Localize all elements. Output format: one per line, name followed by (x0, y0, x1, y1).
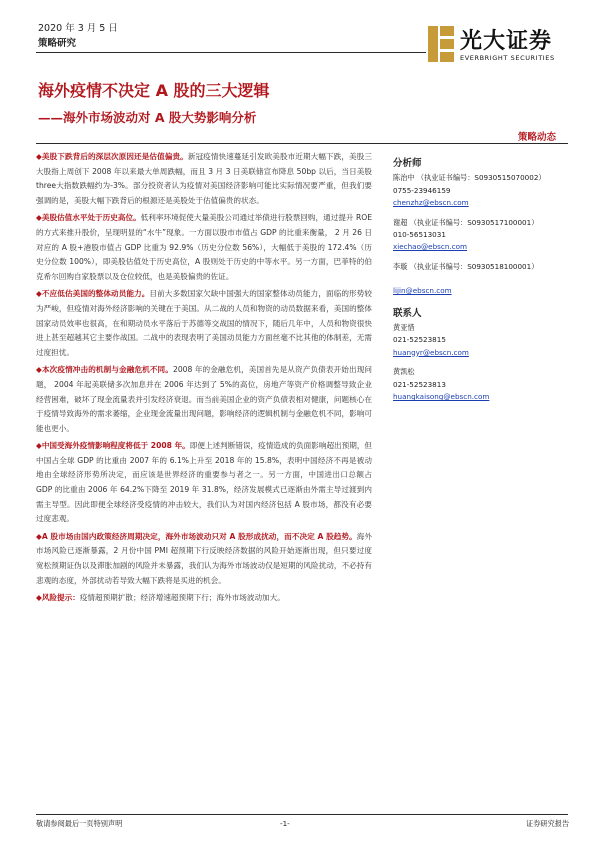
paragraph-lead: ◆风险提示： (36, 593, 80, 603)
sidebar (393, 158, 568, 411)
logo-chinese-name: 光大证券 (460, 29, 553, 54)
analyst-cert: （执业证书编号：S0930518100001） (409, 261, 539, 271)
contact-email-link[interactable]: huangkaisong@ebscn.com (393, 392, 490, 402)
analyst-email-link[interactable]: lijin@ebscn.com (393, 286, 452, 296)
paragraph-text: 海外市场风险已逐渐暴露，2 月份中国 PMI 超预期下行反映经济数据的风险开始逐渐出现，但只要过度宽松预期证伪以及滞胀加剧的风险并未暴露，我们认为海外市场波动仅是短期的风险扰动，不必持有悲观的态度，外部扰动若导致大幅下跌将是买进的机会。 (36, 531, 373, 585)
paragraph-text: 目前大多数国家欠缺中国强大的国家整体动员能力，面临的形势较为严峻，但疫情对海外经济影响的关键在于美国。从二战的人员和物资的动员数据来看，美国的整体国家动员效率也很高，在和期动员水平落后于苏德等交战国的情况下，随后几年中，人员和物资很快进上甚至超越其它主要作战国。二战中的表现表明了美国动员能力方面丝毫不比其他的体制差，无需过度担忧。 (36, 289, 372, 357)
analyst-card (393, 261, 568, 298)
paragraph-lead: ◆不应低估美国的整体动员能力。 (36, 289, 150, 299)
contact-heading: 联系人 (393, 307, 422, 319)
paragraph-text: 疫情超预期扩散；经济增速超预期下行；海外市场波动加大。 (79, 593, 285, 603)
main-body (36, 150, 372, 609)
contact-email-link[interactable]: huangyr@ebscn.com (393, 347, 469, 357)
contact-card (393, 366, 568, 403)
logo-mark-icon (428, 26, 454, 62)
header-rule (36, 52, 426, 53)
paragraph-lead: ◆A 股市场由国内政策经济周期决定，海外市场波动只对 A 股形成扰动，而不决定 A 股趋势。 (36, 531, 357, 541)
report-title: 海外疫情不决定 A 股的三大逻辑 (38, 81, 270, 100)
paragraph-text: 新冠疫情快速蔓延引发欧美股市近期大幅下跌，美股三大股指上周创下 2008 年以来最大单周跌幅，而且 3 月 3 日美联储宣布降息 50bp 以后，当日美股three大指数跌幅约为-3%。部分投资者认为疫情对美国经济影响可能比实际情况要严重，但我们要强调的是，美股大幅下跌背后的根源还是美股处于估值偏贵的状态。 (36, 152, 372, 205)
analyst-email-link[interactable]: xiechao@ebscn.com (393, 242, 468, 252)
paragraph-text: 即便上述判断错误，疫情造成的负面影响超出预期，但中国占全球 GDP 的比重由 2007 年的 6.1%上升至 2018 年的 15.8%，表明中国经济不再是被动地由全球经济形势所决定，而应该是世界经济的重要参与者之一。另一方面，中国进出口总额占 GDP 的比重由 2006 年 64.2%下降至 2019 年 31.8%，经济发展模式已逐渐由外需主导过渡到内需主导型。因此即便全球经济受疫情的冲击较大，我们认为对国内经济包括 A 股市场，都没有必要过度悲观。 (36, 441, 373, 524)
report-subtitle: ——海外市场波动对 A 股大势影响分析 (38, 110, 257, 125)
analyst-email-link[interactable]: chenzhz@ebscn.com (393, 198, 469, 208)
analyst-name: 谢超 (393, 217, 408, 227)
paragraph-lead: ◆美股估值水平处于历史高位。 (36, 213, 141, 223)
report-category: 策略研究 (38, 38, 77, 49)
paragraph-lead: ◆美股下跌背后的深层次原因还是估值偏贵。 (36, 152, 188, 161)
analyst-phone: 010-56513031 (393, 230, 446, 240)
paragraph-4 (36, 363, 372, 436)
analyst-name: 李璇 (393, 261, 408, 271)
footer-rule (36, 814, 568, 815)
analyst-phone: 0755-23946159 (393, 185, 451, 195)
paragraph-7 (36, 591, 372, 606)
contact-phone: 021-52523813 (393, 379, 446, 389)
logo-english-name: EVERBRIGHT SECURITIES (460, 54, 555, 62)
report-date: 2020 年 3 月 5 日 (38, 23, 118, 34)
title-rule (36, 143, 568, 144)
contact-card (393, 322, 568, 359)
paragraph-lead: ◆本次疫情冲击的机制与金融危机不同。 (36, 365, 173, 375)
paragraph-5 (36, 439, 372, 527)
contact-name: 黄凯松 (393, 367, 415, 377)
contact-name: 黄亚惜 (393, 323, 415, 333)
contact-phone: 021-52523815 (393, 335, 446, 345)
paragraph-text: 2008 年的金融危机，美国首先是从资产负债表开始出现问题， 2004 年起美联储多次加息并在 2006 年达到了 5%的高位，房地产等资产价格调整导致企业经营困难，破坏了现金流量表并引发经济衰退。而当前美国企业的资产负债表相对健康，问题核心在于疫情导致海外的需求萎缩，企业现金流量出现问题，影响经济的逻辑机制与金融危机不同，影响可能也更小。 (36, 365, 372, 433)
paragraph-2 (36, 211, 372, 284)
paragraph-1 (36, 150, 372, 208)
report-tag: 策略动态 (518, 132, 557, 143)
analyst-name: 陈治中 (393, 173, 415, 183)
paragraph-text: 低利率环境促使大量美股公司通过举债进行股票回购，通过提升 ROE 的方式来推升股价，呈现明显的“水牛”现象。一方面以股市市值占 GDP 的比重来衡量， 2 月 26 日对应的 A 股+港股市值占 GDP 比重为 92.9%（历史分位数 56%），大幅低于美股的 172.4%（历史分位数 100%），即美股估值处于历史高位，A 股则处于历史的中等水平。另一方面，巴菲特的伯克希尔回购自家股票以及仓位较低，也是美股偏贵的佐证。 (36, 213, 372, 281)
analyst-cert: （执业证书编号：S0930515070002） (416, 173, 546, 183)
company-logo (428, 22, 568, 78)
footer-report-type: 证券研究报告 (526, 819, 570, 828)
paragraph-lead: ◆中国受海外疫情影响程度将低于 2008 年。 (36, 441, 190, 451)
analyst-card (393, 217, 568, 254)
analyst-card (393, 172, 568, 209)
paragraph-3 (36, 287, 372, 360)
page-number: -1- (280, 819, 290, 828)
analyst-cert: （执业证书编号：S0930517100001） (409, 217, 539, 227)
paragraph-6 (36, 530, 372, 588)
analyst-heading: 分析师 (393, 158, 422, 169)
footer-disclaimer: 敬请参阅最后一页特别声明 (36, 819, 123, 828)
